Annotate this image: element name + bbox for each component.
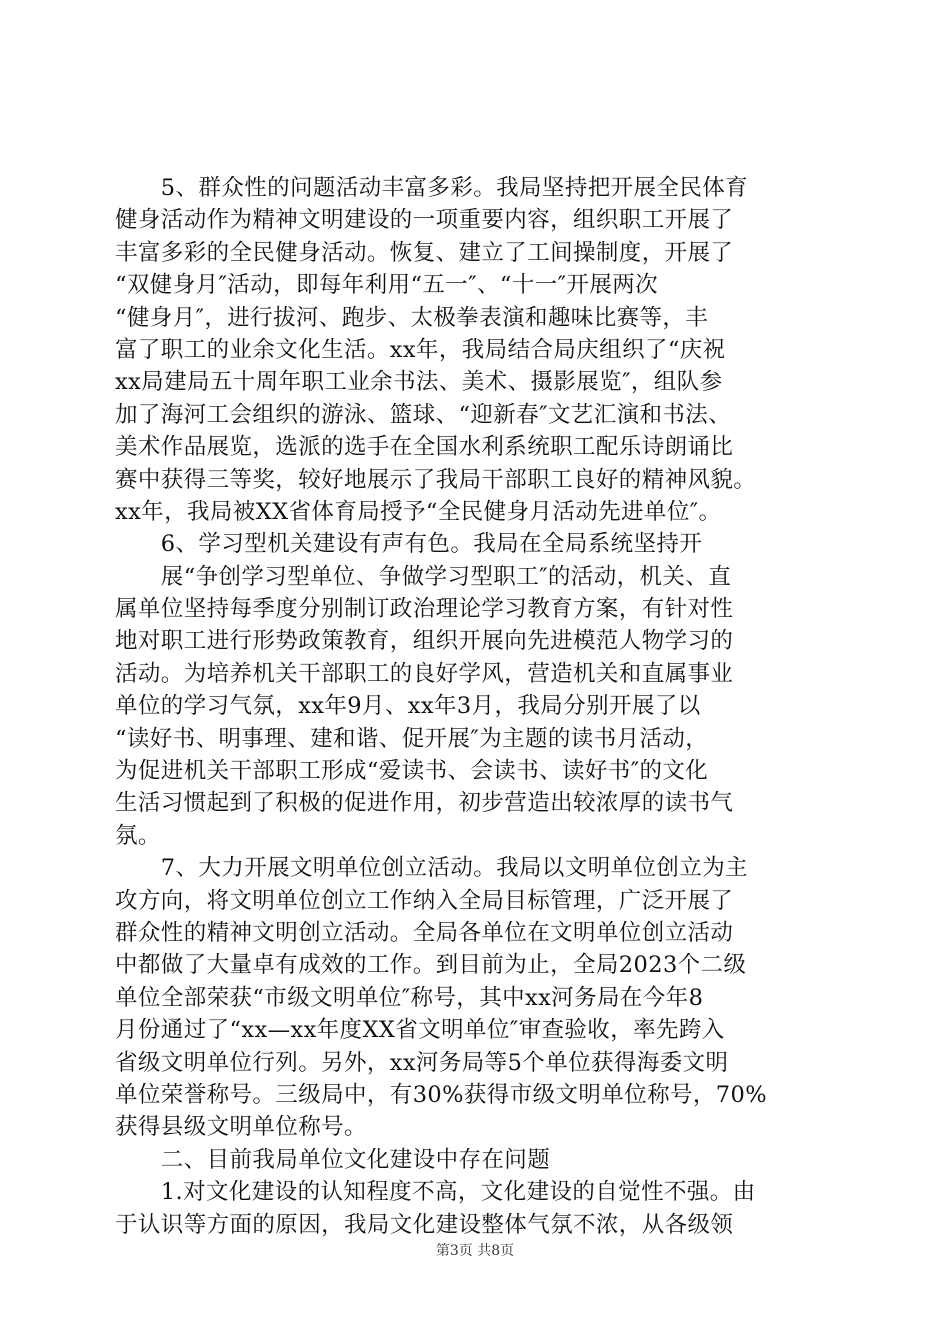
- text-line: 月份通过了“xx—xx年度XX省文明单位″审查验收，率先跨入: [115, 1017, 725, 1044]
- page-number: 第3页 共8页: [435, 1243, 515, 1259]
- text-line: 展“争创学习型单位、争做学习型职工″的活动，机关、直: [115, 563, 732, 590]
- text-line: “读好书、明事理、建和谐、促开展″为主题的读书月活动，: [115, 725, 709, 752]
- text-line: 群众性的精神文明创立活动。全局各单位在文明单位创立活动: [115, 919, 734, 946]
- text-line: 美术作品展览，选派的选手在全国水利系统职工配乐诗朗诵比: [115, 434, 734, 461]
- text-line: 1.对文化建设的认知程度不高，文化建设的自觉性不强。由: [115, 1179, 756, 1206]
- text-line: 5、群众性的问题活动丰富多彩。我局坚持把开展全民体育: [115, 175, 749, 201]
- text-line: 健身活动作为精神文明建设的一项重要内容，组织职工开展了: [115, 207, 734, 234]
- text-line: 二、目前我局单位文化建设中存在问题: [115, 1146, 551, 1173]
- text-line: 活动。为培养机关干部职工的良好学风，营造机关和直属事业: [115, 660, 734, 687]
- text-line: 省级文明单位行列。另外，xx河务局等5个单位获得海委文明: [115, 1049, 729, 1076]
- document-body: [115, 172, 845, 1241]
- text-line: 获得县级文明单位称号。: [115, 1114, 367, 1141]
- text-line: 赛中获得三等奖，较好地展示了我局干部职工良好的精神风貌。: [115, 466, 757, 493]
- text-line: “双健身月″活动，即每年利用“五一″、“十一″开展两次: [115, 272, 659, 299]
- text-line: 生活习惯起到了积极的促进作用，初步营造出较浓厚的读书气: [115, 790, 734, 817]
- text-line: 氛。: [115, 822, 161, 849]
- text-line: 于认识等方面的原因，我局文化建设整体气氛不浓，从各级领: [115, 1211, 734, 1238]
- text-line: 富了职工的业余文化生活。xx年，我局结合局庆组织了“庆祝: [115, 336, 726, 363]
- text-line: 攻方向，将文明单位创立工作纳入全局目标管理，广泛开展了: [115, 887, 734, 914]
- text-line: xx局建局五十周年职工业余书法、美术、摄影展览″，组队参: [115, 369, 723, 396]
- text-line: 属单位坚持每季度分别制订政治理论学习教育方案，有针对性: [115, 596, 734, 623]
- text-line: 单位荣誉称号。三级局中，有30%获得市级文明单位称号，70%: [115, 1081, 768, 1108]
- text-line: “健身月″，进行拔河、跑步、太极拳表演和趣味比赛等，丰: [115, 304, 709, 331]
- page-footer: [0, 1240, 950, 1260]
- text-line: 6、学习型机关建设有声有色。我局在全局系统坚持开: [115, 531, 703, 558]
- text-line: 为促进机关干部职工形成“爱读书、会读书、读好书″的文化: [115, 758, 709, 785]
- text-line: 7、大力开展文明单位创立活动。我局以文明单位创立为主: [115, 855, 749, 882]
- text-line: 单位全部荣获“市级文明单位″称号，其中xx河务局在今年8: [115, 984, 704, 1011]
- text-line: 地对职工进行形势政策教育，组织开展向先进模范人物学习的: [115, 628, 734, 655]
- text-line: 加了海河工会组织的游泳、篮球、“迎新春″文艺汇演和书法、: [115, 401, 732, 428]
- text-line: xx年，我局被XX省体育局授予“全民健身月活动先进单位″。: [115, 498, 722, 525]
- text-line: 单位的学习气氛，xx年9月、xx年3月，我局分别开展了以: [115, 693, 701, 720]
- text-line: 丰富多彩的全民健身活动。恢复、建立了工间操制度，开展了: [115, 239, 734, 266]
- text-line: 中都做了大量卓有成效的工作。到目前为止，全局2023个二级: [115, 952, 747, 979]
